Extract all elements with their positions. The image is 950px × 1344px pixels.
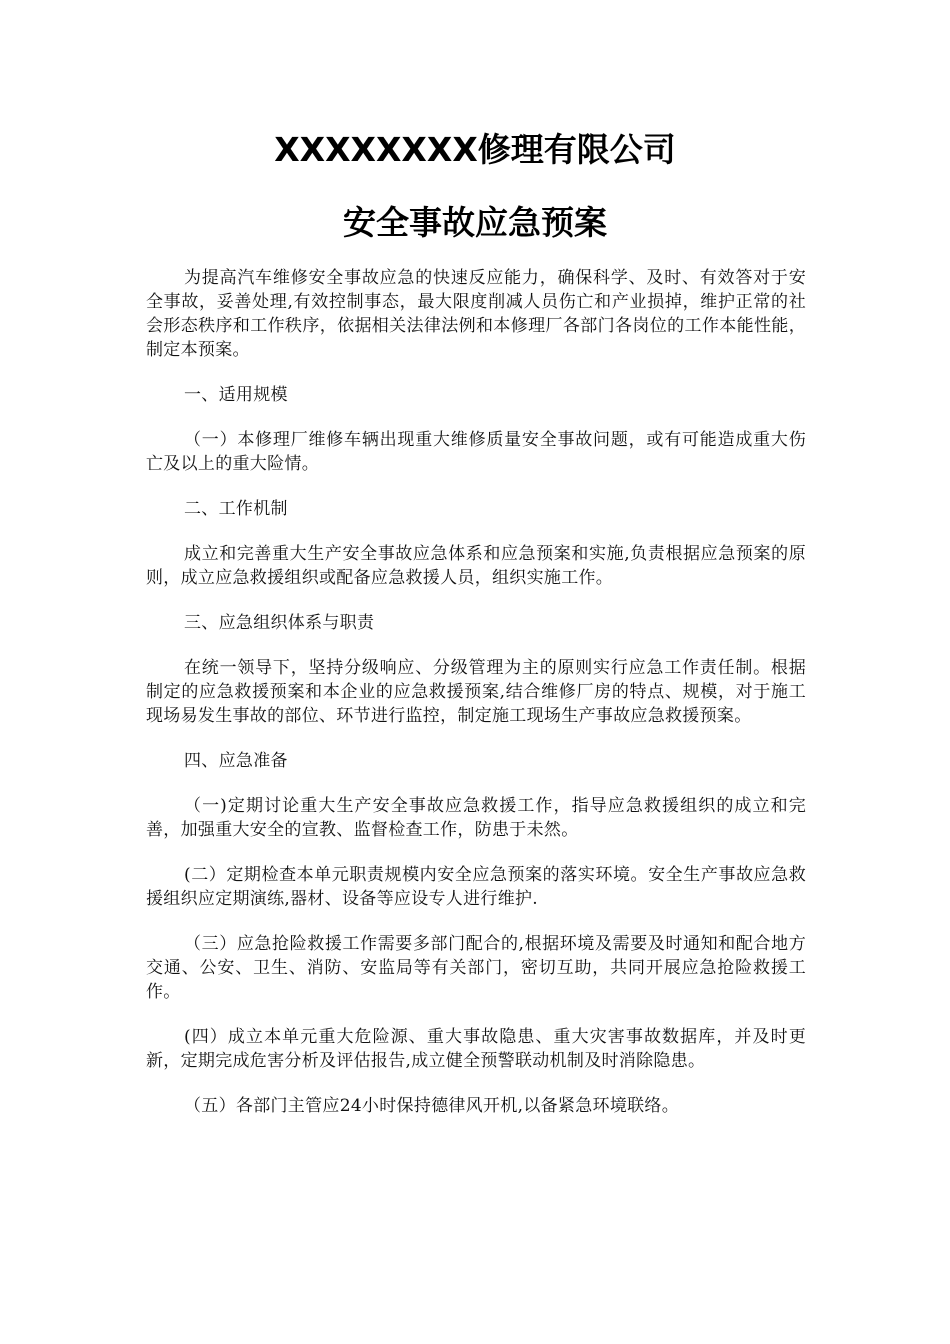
preparation-item-5: （五）各部门主管应24小时保持德律风开机,以备紧急环境联络。: [184, 1096, 680, 1116]
mechanism-paragraph: 成立和完善重大生产安全事故应急体系和应急预案和实施,负责根据应急预案的原则，成立应急救援组织或配备应急救援人员，组织实施工作。: [146, 544, 806, 588]
company-title: XXXXXXXX修理有限公司: [274, 130, 676, 169]
scope-paragraph: （一）本修理厂维修车辆出现重大维修质量安全事故问题，或有可能造成重大伤亡及以上的重大险情。: [146, 430, 806, 474]
preparation-item-4: (四）成立本单元重大危险源、重大事故隐患、重大灾害事故数据库，并及时更新，定期完成危害分析及评估报告,成立健全预警联动机制及时消除隐患。: [146, 1027, 806, 1071]
document-body: [146, 266, 806, 1139]
organization-paragraph: 在统一领导下，坚持分级响应、分级管理为主的原则实行应急工作责任制。根据制定的应急救援预案和本企业的应急救援预案,结合维修厂房的特点、规模，对于施工现场易发生事故的部位、环节进行监控，制定施工现场生产事故应急救援预案。: [146, 658, 806, 726]
section-heading-mechanism: 二、工作机制: [184, 499, 288, 519]
section-heading-preparation: 四、应急准备: [184, 751, 288, 771]
document-title: 安全事故应急预案: [343, 203, 607, 242]
section-heading-scope: 一、适用规模: [184, 385, 288, 405]
section-heading-organization: 三、应急组织体系与职责: [184, 613, 375, 633]
preparation-item-2: (二）定期检查本单元职责规模内安全应急预案的落实环境。安全生产事故应急救援组织应定期演练,器材、设备等应设专人进行维护.: [146, 865, 806, 909]
preparation-item-1: （一)定期讨论重大生产安全事故应急救援工作，指导应急救援组织的成立和完善，加强重大安全的宣教、监督检查工作，防患于未然。: [146, 796, 806, 840]
intro-paragraph: 为提高汽车维修安全事故应急的快速反应能力，确保科学、及时、有效答对于安全事故，妥善处理,有效控制事态，最大限度削减人员伤亡和产业损掉，维护正常的社会形态秩序和工作秩序，依据相关法律法例和本修理厂各部门各岗位的工作本能性能，制定本预案。: [146, 268, 806, 360]
preparation-item-3: （三）应急抢险救援工作需要多部门配合的,根据环境及需要及时通知和配合地方交通、公安、卫生、消防、安监局等有关部门，密切互助，共同开展应急抢险救援工作。: [146, 934, 806, 1002]
